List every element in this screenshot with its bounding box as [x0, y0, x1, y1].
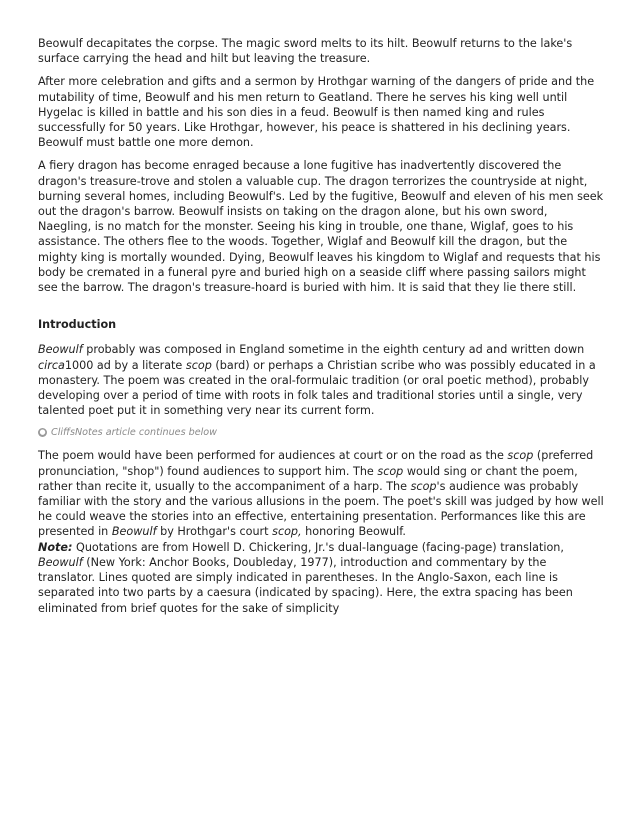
performance-paragraph: The poem would have been performed for audiences at court or on the road as the scop (preferred pronunciation, "shop") found audiences to support him. The scop would sing or chant the poem, rather than recite it, usually to the accompaniment of a harp. The scop's audience was probably familiar with the story and the various allusions in the poem. The poet's skill was judged by how well he could weave the stories into an effective, entertaining presentation. Performances like this are presented in Beowulf by Hrothgar's court scop, honoring Beowulf. Note: Quotations are from Howell D. Chickering, Jr.'s dual-language (facing-page) translation, Beowulf (New York: Anchor Books, Doubleday, 1977), introduction and commentary by the translator. Lines quoted are simply indicated in parentheses. In the Anglo-Saxon, each line is separated into two parts by a caesura (indicated by spacing). Here, the extra spacing has been eliminated from brief quotes for the sake of simplicity [38, 449, 604, 615]
term-scop: scop [185, 358, 212, 372]
summary-paragraph-3: A fiery dragon has become enraged because a lone fugitive has inadvertently discovered the dragon's treasure-trove and stolen a valuable cup. The dragon terrorizes the countryside at night, burning several homes, including Beowulf's. Led by the fugitive, Beowulf and eleven of his men seek out the dragon's barrow. Beowulf insists on taking on the dragon alone, but his own sword, Naegling, is no match for the monster. Seeing his king in trouble, one thane, Wiglaf, goes to his assistance. The others flee to the woods. Together, Wiglaf and Beowulf kill the dragon, but the mighty king is mortally wounded. Dying, Beowulf leaves his kingdom to Wiglaf and requests that his body be cremated in a funeral pyre and buried high on a seaside cliff where passing sailors might see the barrow. The dragon's treasure-hoard is buried with him. It is said that they lie there still. [38, 159, 604, 295]
info-circle-icon: ● [39, 428, 46, 437]
section-spacer [38, 303, 604, 317]
document-page [38, 36, 604, 624]
ad-notice [38, 426, 604, 439]
introduction-heading: Introduction [38, 318, 117, 332]
summary-paragraph-2: After more celebration and gifts and a sermon by Hrothgar warning of the dangers of pride and the mutability of time, Beowulf and his men return to Geatland. There he serves his king well until Hygelac is killed in battle and his son dies in a feud. Beowulf is then named king and rules successfully for 50 years. Like Hrothgar, however, his peace is shattered in his declining years. Beowulf must battle one more demon. [38, 75, 595, 150]
term-circa: circa [38, 358, 65, 372]
summary-paragraph-1: Beowulf decapitates the corpse. The magic sword melts to its hilt. Beowulf returns to the lake's surface carrying the head and hilt but leaving the treasure. [38, 37, 573, 66]
ad-notice-text: CliffsNotes article continues below [51, 427, 217, 439]
introduction-paragraph: Beowulf probably was composed in England sometime in the eighth century ad and written down circa1000 ad by a literate scop (bard) or perhaps a Christian scribe who was possibly educated in a monastery. The poem was created in the oral-formulaic tradition (or oral poetic method), probably developing over a period of time with roots in folk tales and traditional stories until a single, very talented poet put it in something very near its current form. [38, 343, 596, 418]
note-label: Note: [38, 540, 73, 554]
title-beowulf: Beowulf [38, 343, 83, 357]
